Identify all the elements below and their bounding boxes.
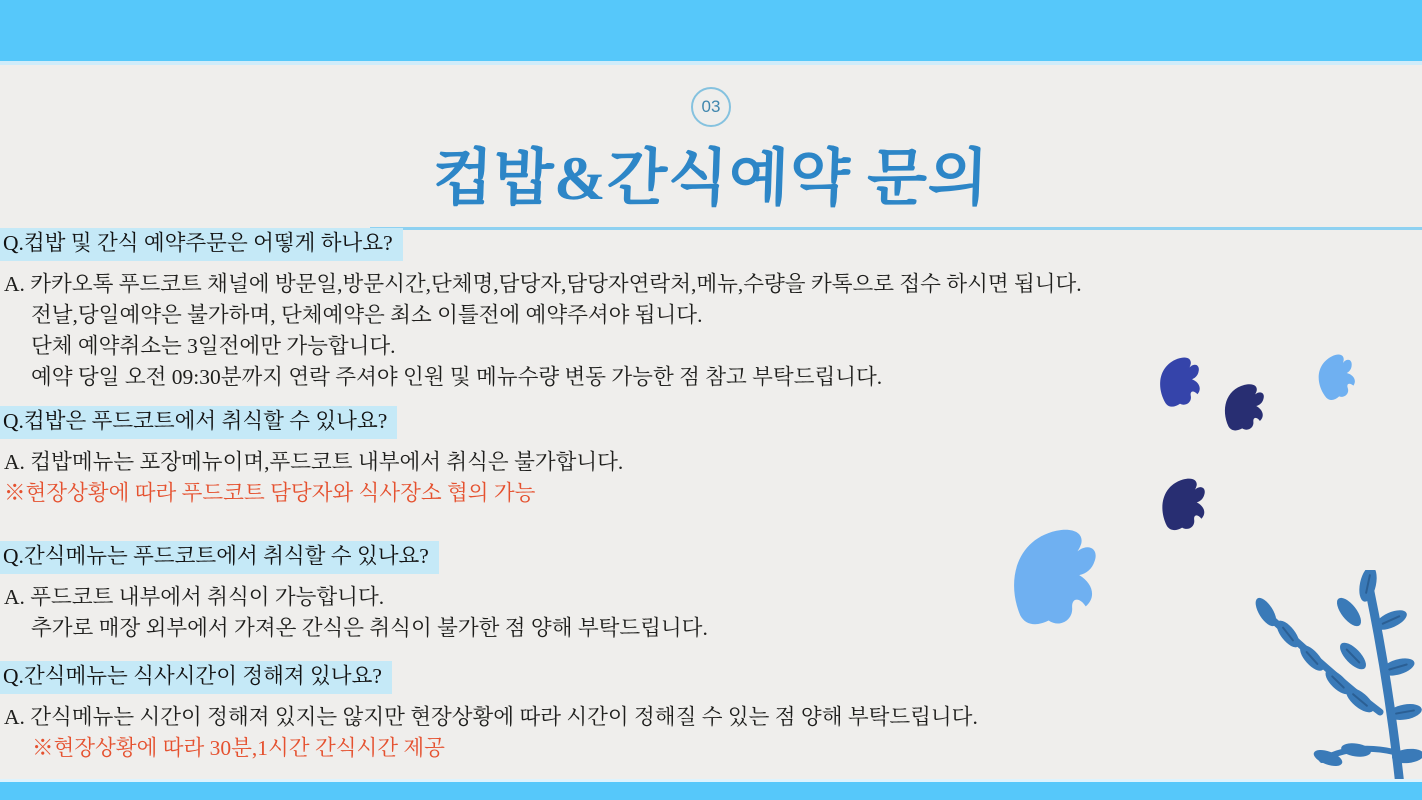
section-number: 03 [701,97,721,116]
fish-icon [1155,354,1217,414]
faq-question: Q.컵밥 및 간식 예약주문은 어떻게 하나요? [0,228,403,261]
faq-answer-line: A. 카카오톡 푸드코트 채널에 방문일,방문시간,단체명,담당자,담당자연락처,메뉴,수량을 카톡으로 접수 하시면 됩니다. [4,272,1082,296]
faq-answer-line: 예약 당일 오전 09:30분까지 연락 주셔야 인원 및 메뉴수량 변동 가능한 점 참고 부탁드립니다. [31,365,883,389]
faq-answer-line: 전날,당일예약은 불가하며, 단체예약은 최소 이틀전에 예약주셔야 됩니다. [31,303,703,327]
seaweed-icon [1248,570,1422,786]
page-title: 컵밥&간식예약 문의 [431,145,991,213]
faq-answer-line: A. 푸드코트 내부에서 취식이 가능합니다. [4,585,385,609]
fish-icon [998,514,1134,652]
bottom-border-bar [0,779,1422,800]
fish-icon [1156,473,1224,541]
section-number-badge [691,87,731,127]
faq-answer-line: 추가로 매장 외부에서 가져온 간식은 취식이 불가한 점 양해 부탁드립니다. [31,616,708,640]
faq-question: Q.간식메뉴는 식사시간이 정해져 있나요? [0,661,392,694]
top-border-bar [0,0,1422,65]
faq-item-4 [0,661,1182,764]
fish-icon [1218,376,1282,444]
fish-icon [1310,347,1375,409]
faq-question: Q.컵밥은 푸드코트에서 취식할 수 있나요? [0,406,397,439]
faq-note: ※현장상황에 따라 푸드코트 담당자와 식사장소 협의 가능 [4,481,536,505]
faq-answer-line: A. 컵밥메뉴는 포장메뉴이며,푸드코트 내부에서 취식은 불가합니다. [4,450,624,474]
faq-item-1 [0,228,1182,393]
faq-answer-line: 단체 예약취소는 3일전에만 가능합니다. [31,334,396,358]
faq-note: ※현장상황에 따라 30분,1시간 간식시간 제공 [32,736,445,760]
faq-item-2 [0,406,1182,509]
faq-answer-line: A. 간식메뉴는 시간이 정해져 있지는 않지만 현장상황에 따라 시간이 정해질 수 있는 점 양해 부탁드립니다. [4,705,978,729]
faq-question: Q.간식메뉴는 푸드코트에서 취식할 수 있나요? [0,541,439,574]
